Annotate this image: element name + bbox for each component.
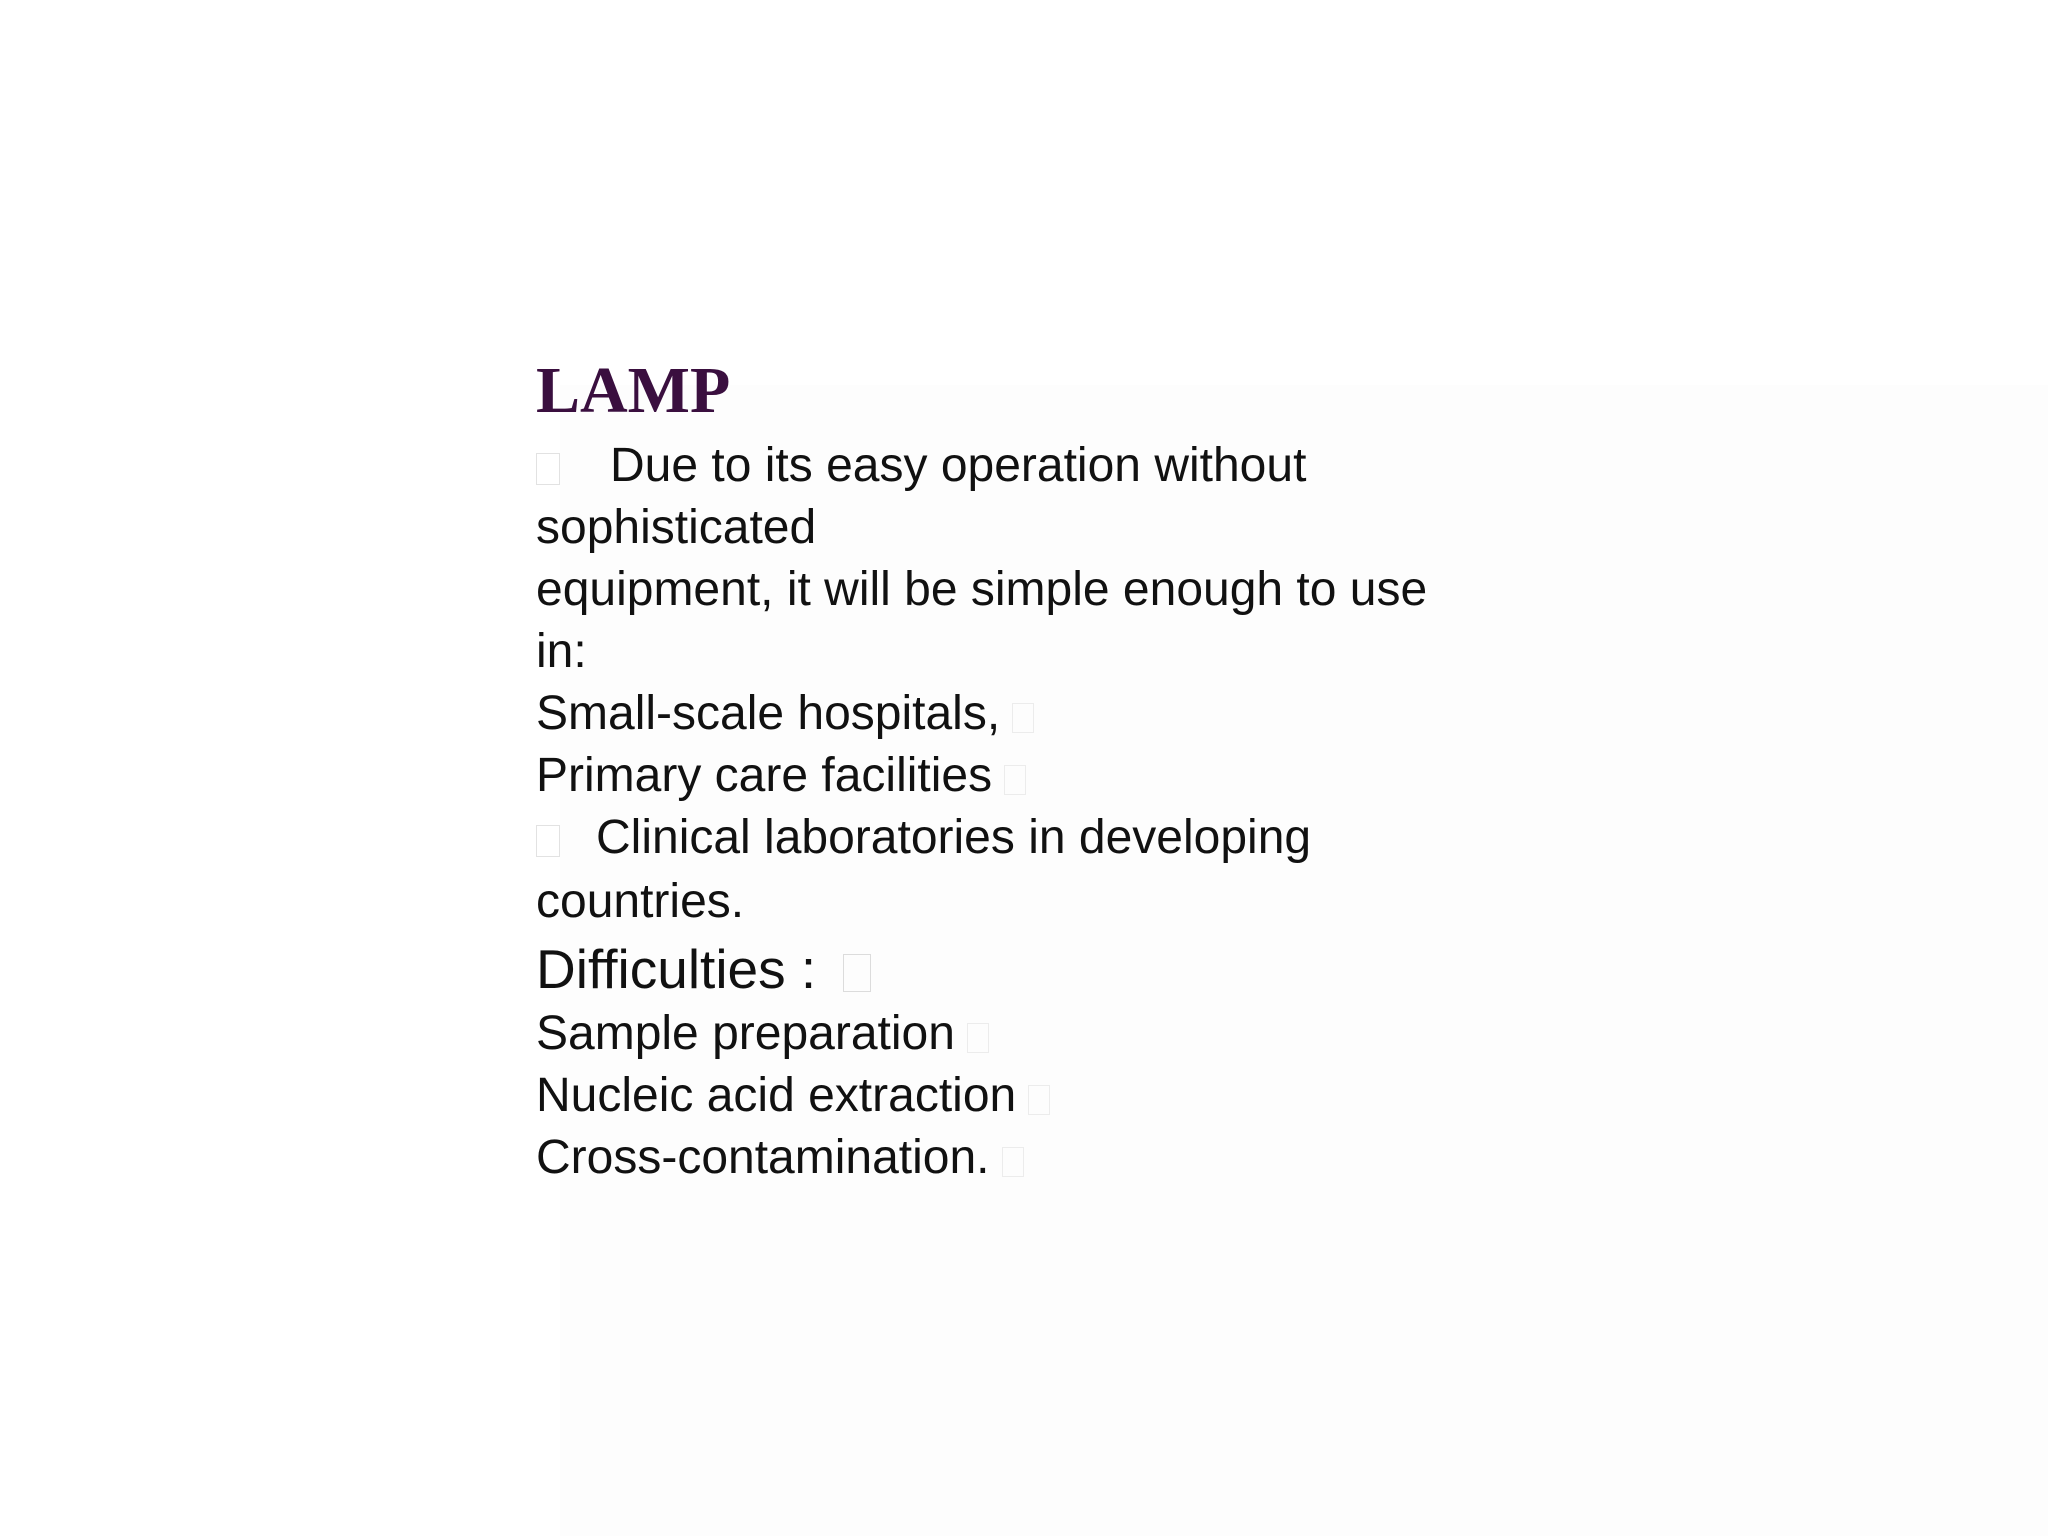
line-text: countries. <box>536 875 745 928</box>
heading-text: Difficulties <box>536 938 786 1000</box>
line-text: Cross-contamination. <box>536 1131 990 1184</box>
difficulty-item <box>536 1127 1546 1189</box>
difficulty-item <box>536 1003 1546 1065</box>
bullet-icon <box>1002 1147 1024 1177</box>
bullet-icon <box>536 453 560 485</box>
text-line <box>536 497 1546 559</box>
bullet-icon <box>1028 1085 1050 1115</box>
bullet-icon <box>967 1023 989 1053</box>
difficulty-item <box>536 1065 1546 1127</box>
heading-colon: : <box>800 938 817 1000</box>
bullet-icon <box>843 954 871 992</box>
list-item-clinical-labs <box>536 807 1546 869</box>
text-line <box>536 621 1546 683</box>
difficulties-heading <box>536 935 1546 1003</box>
slide-body <box>536 355 1546 1189</box>
bullet-icon <box>536 825 560 857</box>
text-line <box>536 559 1546 621</box>
bullet-line-1 <box>536 435 1546 497</box>
line-text: Clinical laboratories in developing <box>596 811 1312 864</box>
bullet-icon <box>1004 765 1026 795</box>
list-item-small-scale-hospitals <box>536 683 1546 745</box>
line-text: Primary care facilities <box>536 749 993 802</box>
bullet-icon <box>1012 703 1034 733</box>
list-item-primary-care <box>536 745 1546 807</box>
line-text: Sample preparation <box>536 1007 955 1060</box>
text-line <box>536 869 1546 935</box>
line-text: equipment, it will be simple enough to use <box>536 563 1428 616</box>
line-text: Small-scale hospitals, <box>536 687 1001 740</box>
line-text: Nucleic acid extraction <box>536 1069 1017 1122</box>
line-text: Due to its easy operation without <box>610 439 1307 492</box>
line-text: sophisticated <box>536 501 817 554</box>
slide-title: LAMP <box>536 354 731 427</box>
line-text: in: <box>536 625 587 678</box>
